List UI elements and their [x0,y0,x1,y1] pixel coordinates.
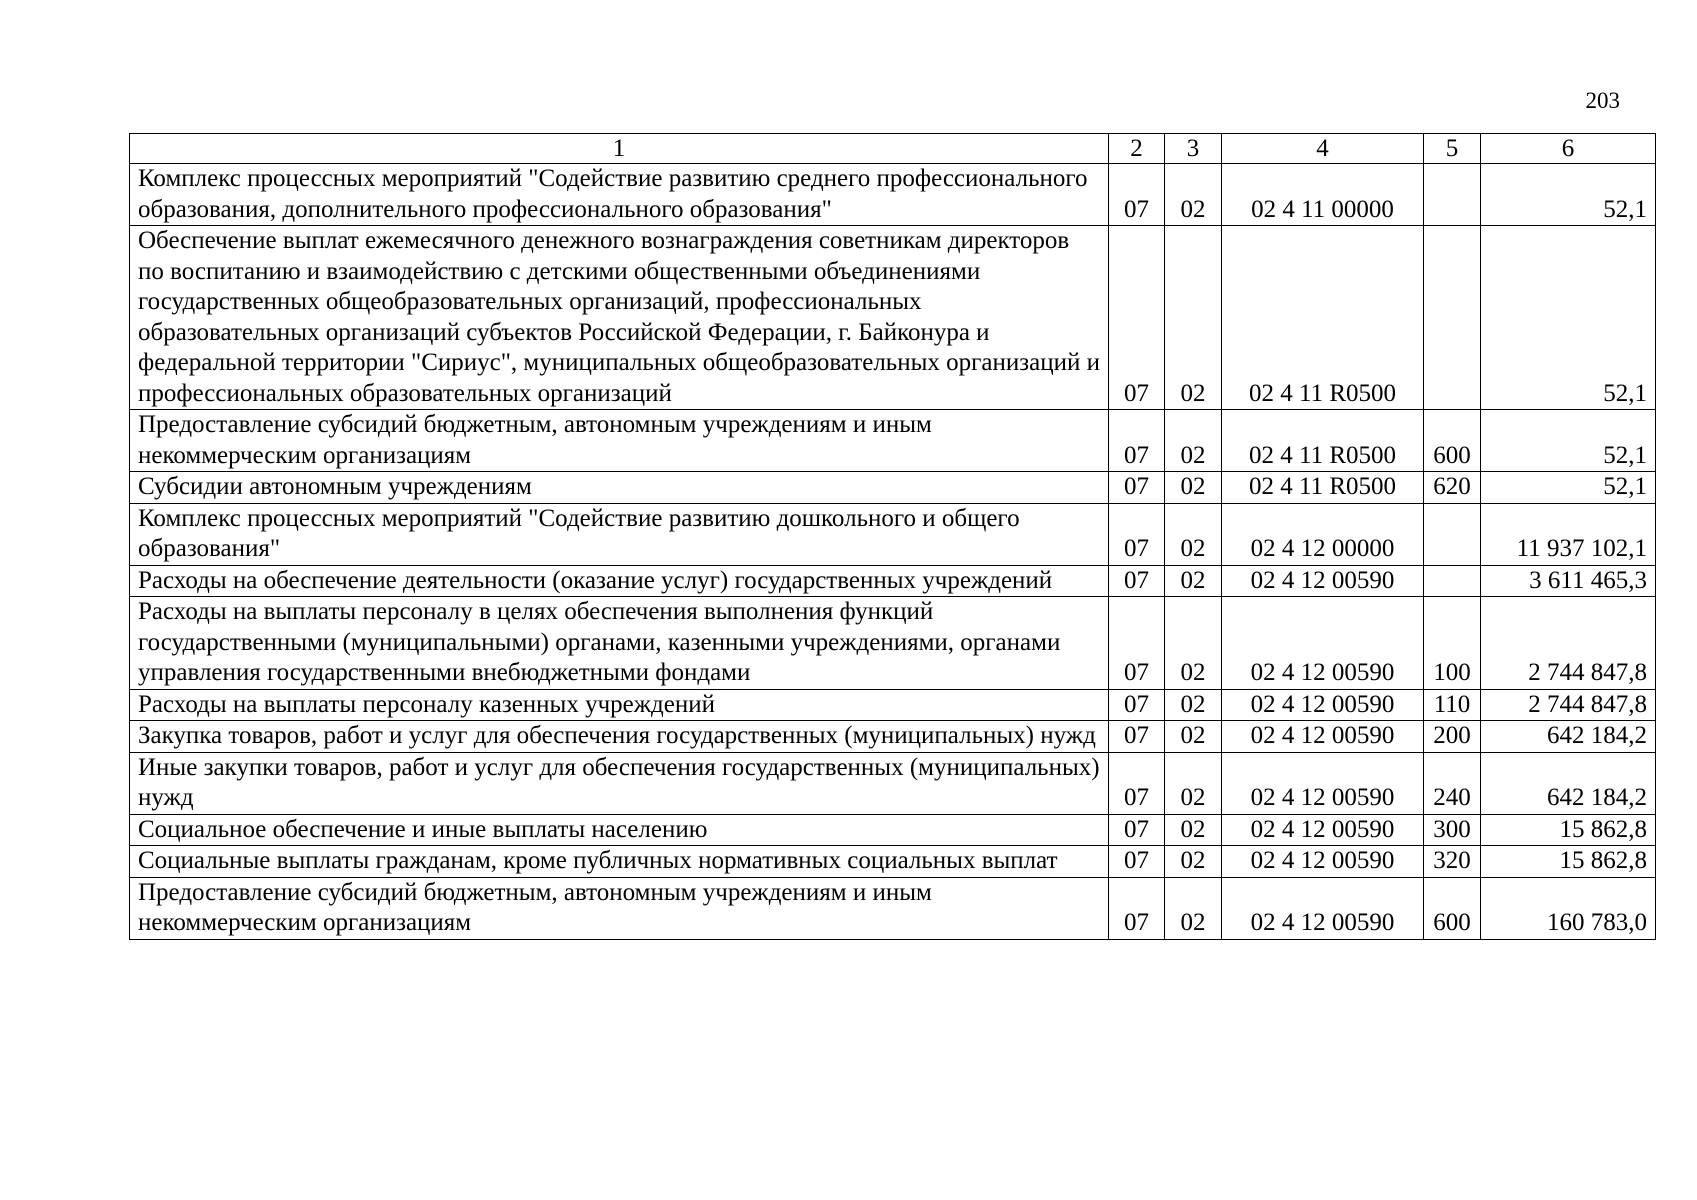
row-target-article: 02 4 12 00590 [1222,689,1424,721]
header-col-5: 5 [1424,134,1481,164]
header-col-6: 6 [1481,134,1656,164]
row-subsection: 02 [1165,689,1222,721]
row-amount: 52,1 [1481,410,1656,472]
row-amount: 52,1 [1481,472,1656,504]
header-row [130,134,1656,164]
row-amount: 52,1 [1481,226,1656,410]
header-col-1: 1 [130,134,1109,164]
table-row [130,877,1656,939]
row-target-article: 02 4 12 00590 [1222,877,1424,939]
row-name: Предоставление субсидий бюджетным, автономным учреждениям и иным некоммерческим организациям [130,877,1109,939]
row-target-article: 02 4 12 00590 [1222,814,1424,846]
row-subsection: 02 [1165,226,1222,410]
row-section: 07 [1109,846,1165,878]
row-expense-type [1424,226,1481,410]
row-target-article: 02 4 11 R0500 [1222,472,1424,504]
row-target-article: 02 4 12 00000 [1222,503,1424,565]
row-name: Комплекс процессных мероприятий "Содействие развитию дошкольного и общего образования" [130,503,1109,565]
table-body [130,164,1656,940]
row-name: Иные закупки товаров, работ и услуг для обеспечения государственных (муниципальных) нужд [130,752,1109,814]
row-name: Расходы на выплаты персоналу казенных учреждений [130,689,1109,721]
row-section: 07 [1109,226,1165,410]
row-name: Субсидии автономным учреждениям [130,472,1109,504]
row-section: 07 [1109,565,1165,597]
row-expense-type [1424,503,1481,565]
row-expense-type [1424,164,1481,226]
row-amount: 15 862,8 [1481,814,1656,846]
table-row [130,226,1656,410]
row-section: 07 [1109,597,1165,690]
row-name: Закупка товаров, работ и услуг для обеспечения государственных (муниципальных) нужд [130,721,1109,753]
page-number: 203 [1585,88,1620,113]
row-subsection: 02 [1165,597,1222,690]
row-amount: 15 862,8 [1481,846,1656,878]
row-subsection: 02 [1165,472,1222,504]
row-amount: 3 611 465,3 [1481,565,1656,597]
table-row [130,597,1656,690]
table-row [130,164,1656,226]
row-name: Комплекс процессных мероприятий "Содействие развитию среднего профессионального образования, дополнительного профессионального образования" [130,164,1109,226]
row-expense-type: 600 [1424,877,1481,939]
table-row [130,472,1656,504]
row-section: 07 [1109,814,1165,846]
row-amount: 642 184,2 [1481,752,1656,814]
row-expense-type: 240 [1424,752,1481,814]
row-expense-type: 100 [1424,597,1481,690]
header-col-4: 4 [1222,134,1424,164]
row-name: Расходы на обеспечение деятельности (оказание услуг) государственных учреждений [130,565,1109,597]
row-expense-type: 620 [1424,472,1481,504]
table-row [130,814,1656,846]
row-name: Расходы на выплаты персоналу в целях обеспечения выполнения функций государственными (муниципальными) органами, казенными учреждениями, органами управления государственными внебюджетными фондами [130,597,1109,690]
row-target-article: 02 4 12 00590 [1222,565,1424,597]
row-amount: 642 184,2 [1481,721,1656,753]
row-section: 07 [1109,410,1165,472]
row-target-article: 02 4 12 00590 [1222,597,1424,690]
row-subsection: 02 [1165,752,1222,814]
table-row [130,503,1656,565]
row-expense-type: 320 [1424,846,1481,878]
row-expense-type: 300 [1424,814,1481,846]
row-expense-type: 600 [1424,410,1481,472]
row-expense-type: 200 [1424,721,1481,753]
row-amount: 11 937 102,1 [1481,503,1656,565]
table-row [130,689,1656,721]
table-row [130,752,1656,814]
row-section: 07 [1109,164,1165,226]
row-section: 07 [1109,689,1165,721]
row-section: 07 [1109,752,1165,814]
row-expense-type: 110 [1424,689,1481,721]
row-target-article: 02 4 12 00590 [1222,721,1424,753]
row-subsection: 02 [1165,877,1222,939]
row-name: Обеспечение выплат ежемесячного денежного вознаграждения советникам директоров по воспитанию и взаимодействию с детскими общественными объединениями государственных общеобразовательных организаций, профессиональных образовательных организаций субъектов Российской Федерации, г. Байконура и федеральной территории "Сириус", муниципальных общеобразовательных организаций и профессиональных образовательных организаций [130,226,1109,410]
row-subsection: 02 [1165,565,1222,597]
table-row [130,846,1656,878]
row-target-article: 02 4 11 R0500 [1222,226,1424,410]
row-name: Социальное обеспечение и иные выплаты населению [130,814,1109,846]
header-col-2: 2 [1109,134,1165,164]
table-row [130,721,1656,753]
row-subsection: 02 [1165,410,1222,472]
budget-table [129,133,1656,940]
row-expense-type [1424,565,1481,597]
row-name: Предоставление субсидий бюджетным, автономным учреждениям и иным некоммерческим организациям [130,410,1109,472]
row-section: 07 [1109,472,1165,504]
table-row [130,565,1656,597]
row-name: Социальные выплаты гражданам, кроме публичных нормативных социальных выплат [130,846,1109,878]
row-amount: 2 744 847,8 [1481,689,1656,721]
row-target-article: 02 4 11 00000 [1222,164,1424,226]
row-subsection: 02 [1165,721,1222,753]
row-section: 07 [1109,503,1165,565]
row-subsection: 02 [1165,814,1222,846]
table-row [130,410,1656,472]
row-section: 07 [1109,877,1165,939]
row-amount: 52,1 [1481,164,1656,226]
row-section: 07 [1109,721,1165,753]
row-target-article: 02 4 12 00590 [1222,752,1424,814]
row-amount: 2 744 847,8 [1481,597,1656,690]
row-target-article: 02 4 12 00590 [1222,846,1424,878]
row-subsection: 02 [1165,164,1222,226]
row-amount: 160 783,0 [1481,877,1656,939]
table-header [130,134,1656,164]
header-col-3: 3 [1165,134,1222,164]
row-target-article: 02 4 11 R0500 [1222,410,1424,472]
row-subsection: 02 [1165,846,1222,878]
row-subsection: 02 [1165,503,1222,565]
